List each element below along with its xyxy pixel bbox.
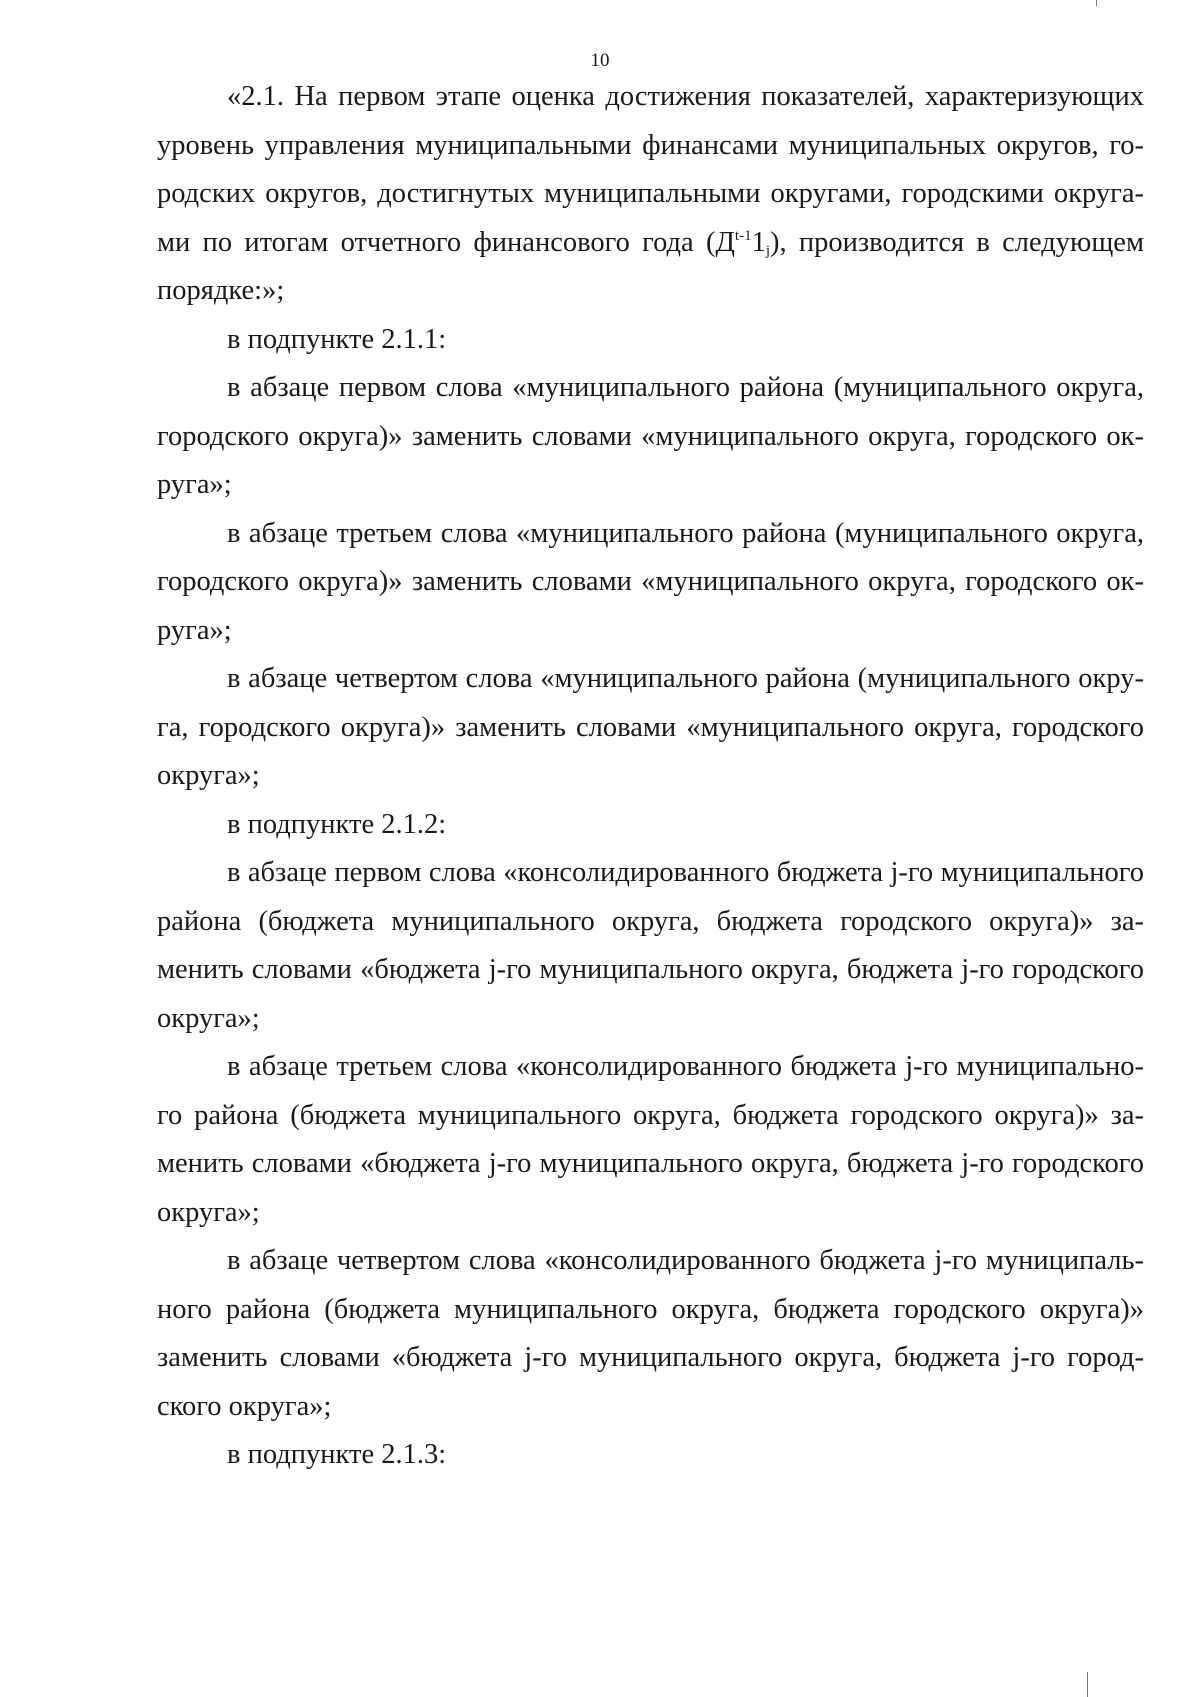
paragraph-2-1: [157, 73, 1144, 316]
scan-edge-mark-bottom: [1087, 1672, 1088, 1697]
paragraph-2-1-text-after: ), производится в следующем порядке:»;: [157, 226, 1144, 306]
page-number: 10: [590, 50, 610, 71]
formula-superscript: t-1: [734, 227, 752, 244]
paragraph: в абзаце четвертом слова «консолидированного бюджета j-го муниципального района (бюджета муниципального округа, бюджета городского округа)» заменить словами «бюджета j-го муниципального округа, бюджета j-го городского округа»;: [157, 1245, 1144, 1422]
subpoint-heading-2-1-1: в подпункте 2.1.1:: [227, 323, 447, 355]
subpoint-heading-2-1-2: в подпункте 2.1.2:: [227, 808, 447, 840]
formula-subscript: j: [765, 242, 770, 259]
paragraph: в абзаце третьем слова «консолидированного бюджета j-го муниципального района (бюджета муниципального округа, бюджета городского округа)» заменить словами «бюджета j-го муниципального округа, бюджета j-го городского округа»;: [157, 1051, 1144, 1228]
paragraph: в абзаце первом слова «муниципального района (муниципального округа, городского округа)» заменить словами «муниципального округа, городского округа»;: [157, 372, 1144, 500]
paragraph: в абзаце первом слова «консолидированного бюджета j-го муниципального района (бюджета муниципального округа, бюджета городского округа)» заменить словами «бюджета j-го муниципального округа, бюджета j-го городского округа»;: [157, 857, 1144, 1034]
paragraph: в абзаце третьем слова «муниципального района (муниципального округа, городского округа)» заменить словами «муниципального округа, городского округа»;: [157, 517, 1144, 646]
paragraph: в абзаце четвертом слова «муниципального района (муниципального округа, городского округа)» заменить словами «муниципального округа, городского округа»;: [157, 663, 1144, 791]
scan-edge-mark-top: [1096, 0, 1097, 6]
document-body: [157, 73, 1144, 1480]
subpoint-heading-2-1-3: в подпункте 2.1.3:: [227, 1439, 447, 1470]
paragraph-2-1-text-before: «2.1. На первом этапе оценка достижения показателей, характеризующих уровень управления муниципальными финансами муниципальных округов, городских округов, достигнутых муниципальными округами, городскими округами по итогам отчетного финансового года (: [157, 81, 1144, 258]
formula: [715, 227, 770, 258]
formula-base: Д: [715, 226, 735, 258]
formula-index: 1: [751, 226, 766, 258]
